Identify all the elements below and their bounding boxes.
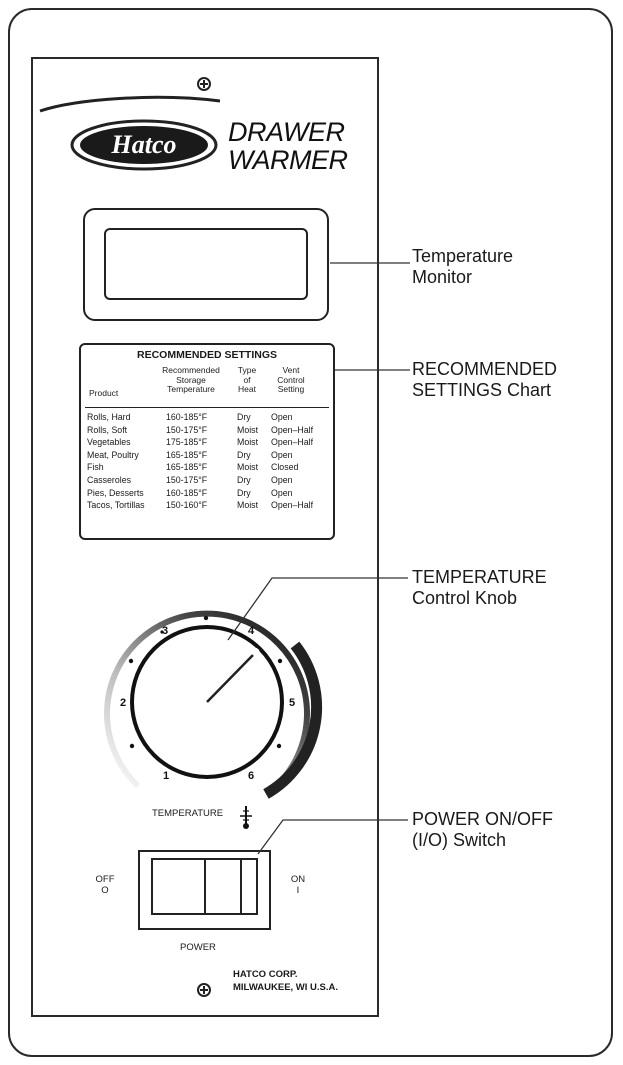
header-heat-line3: Heat xyxy=(238,384,256,394)
callout-switch-line1: POWER ON/OFF xyxy=(412,809,553,829)
callout-settings-chart xyxy=(412,359,557,401)
cell-product: Pies, Desserts xyxy=(87,487,144,498)
header-vent-line1: Vent xyxy=(282,365,300,375)
header-vent-line2: Control xyxy=(277,374,305,385)
cell-vent: Closed xyxy=(271,462,299,473)
cell-vent: Open xyxy=(271,487,293,498)
cell-heat: Dry xyxy=(237,412,251,422)
callout-knob-line2: Control Knob xyxy=(412,588,518,608)
callout-switch-line2: (I/O) Switch xyxy=(412,830,507,850)
cell-heat: Moist xyxy=(237,462,259,473)
product-title-line2: WARMER xyxy=(228,145,348,175)
callout-power-switch xyxy=(412,809,553,851)
chart-title: RECOMMENDED SETTINGS xyxy=(136,349,277,361)
cell-heat: Dry xyxy=(237,474,251,485)
cell-temp: 160-185°F xyxy=(166,412,208,422)
on-text: ON xyxy=(290,874,306,885)
cell-temp: 175-185°F xyxy=(166,437,208,448)
cell-vent: Open xyxy=(271,449,293,460)
cell-temp: 150-160°F xyxy=(166,500,208,511)
callout-chart-line1: RECOMMENDED xyxy=(412,359,558,379)
product-title-line1: DRAWER xyxy=(228,117,345,147)
cell-product: Meat, Poultry xyxy=(87,449,139,460)
cell-temp: 165-185°F xyxy=(166,462,208,473)
power-label: POWER xyxy=(180,942,216,953)
dial-number-5: 5 xyxy=(289,697,296,709)
header-heat-line1: Type xyxy=(237,365,257,375)
off-symbol: O xyxy=(101,885,109,896)
cell-heat: Dry xyxy=(237,449,251,460)
header-product: Product xyxy=(89,388,119,398)
header-vent-line3: Setting xyxy=(277,384,305,394)
cell-heat: Moist xyxy=(237,437,259,448)
callout-monitor-line1: Temperature xyxy=(412,246,514,266)
callout-control-knob xyxy=(412,567,547,609)
header-heat-line2: of xyxy=(243,374,251,385)
cell-temp: 150-175°F xyxy=(166,474,208,485)
dial-label: TEMPERATURE xyxy=(152,808,224,819)
cell-temp: 150-175°F xyxy=(166,424,208,435)
callout-monitor-line2: Monitor xyxy=(412,267,473,287)
header-storage-line1: Recommended xyxy=(162,365,220,375)
cell-temp: 165-185°F xyxy=(166,449,208,460)
dial-number-3: 3 xyxy=(162,625,169,637)
callout-chart-line2: SETTINGS Chart xyxy=(412,380,552,400)
switch-leader-line xyxy=(258,820,408,854)
cell-vent: Open–Half xyxy=(271,500,314,511)
dial-number-4: 4 xyxy=(248,625,255,637)
cell-vent: Open–Half xyxy=(271,437,314,448)
dial-number-6: 6 xyxy=(248,770,255,782)
cell-product: Vegetables xyxy=(87,437,131,448)
cell-product: Rolls, Hard xyxy=(87,412,131,422)
header-storage-line2: Storage xyxy=(176,374,206,385)
knob-leader-line xyxy=(228,578,408,640)
cell-product: Tacos, Tortillas xyxy=(87,500,145,511)
cell-heat: Moist xyxy=(237,424,259,435)
cell-vent: Open–Half xyxy=(271,424,314,435)
off-text: OFF xyxy=(95,874,115,885)
header-storage-line3: Temperature xyxy=(167,384,215,394)
cell-product: Casseroles xyxy=(87,474,132,485)
cell-heat: Dry xyxy=(237,487,251,498)
cell-vent: Open xyxy=(271,474,293,485)
callout-temperature-monitor xyxy=(412,246,513,288)
logo-text: Hatco xyxy=(111,130,177,159)
on-symbol: I xyxy=(296,885,300,896)
callout-knob-line1: TEMPERATURE xyxy=(412,567,547,587)
dial-number-2: 2 xyxy=(120,697,127,709)
maker-line1: HATCO CORP. xyxy=(233,969,298,980)
cell-heat: Moist xyxy=(237,500,259,511)
dial-number-1: 1 xyxy=(163,770,170,782)
cell-product: Fish xyxy=(87,462,104,473)
cell-product: Rolls, Soft xyxy=(87,424,128,435)
maker-line2: MILWAUKEE, WI U.S.A. xyxy=(233,982,339,993)
cell-vent: Open xyxy=(271,412,293,422)
cell-temp: 160-185°F xyxy=(166,487,208,498)
